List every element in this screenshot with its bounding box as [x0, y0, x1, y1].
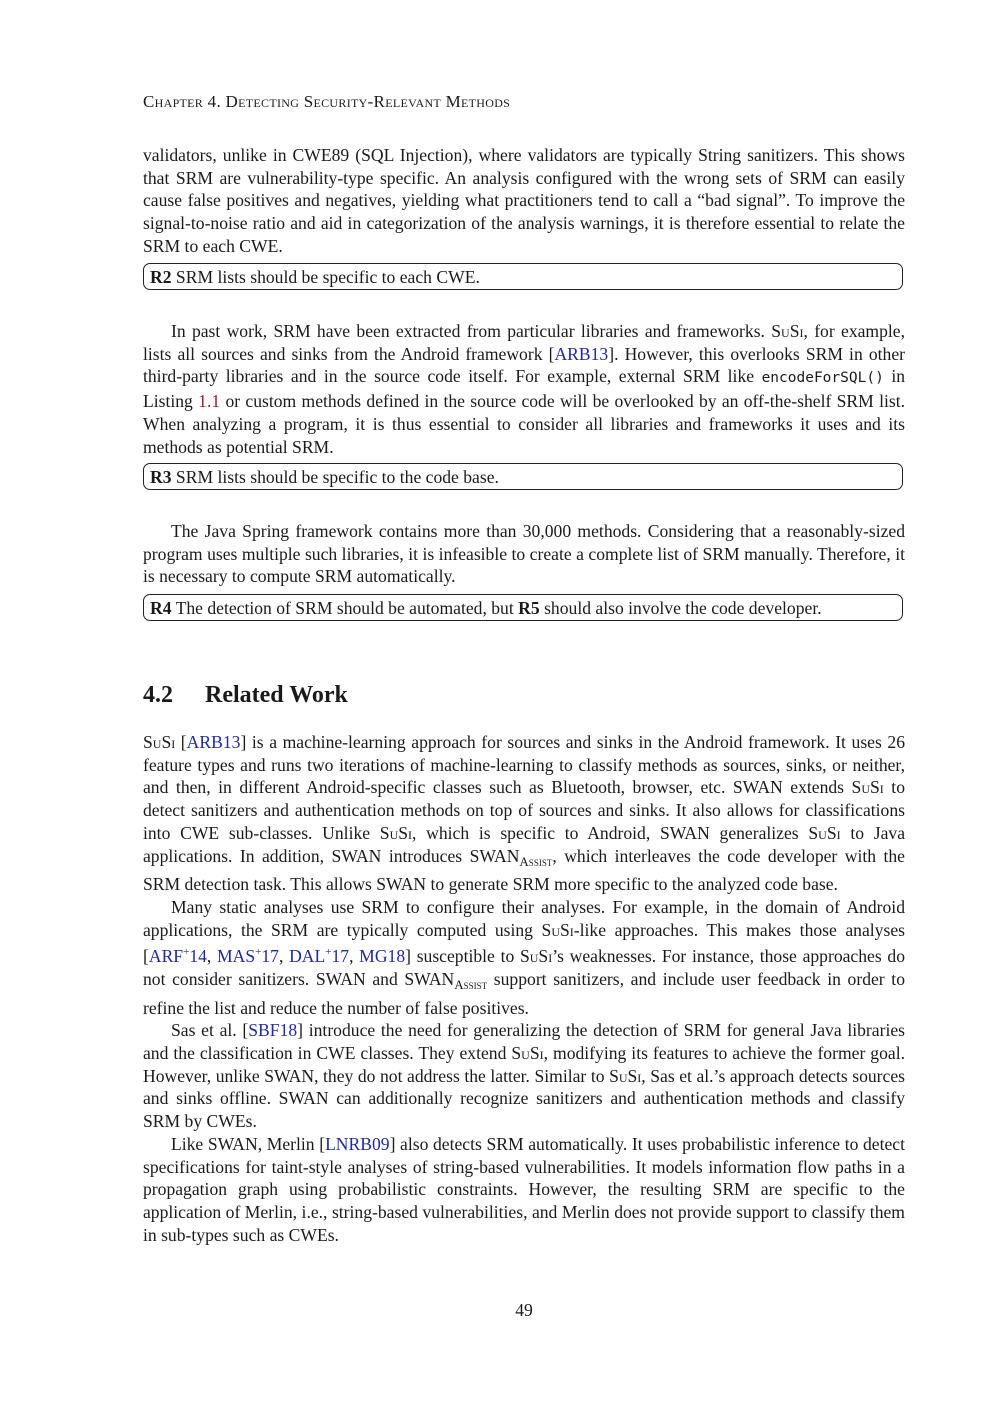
susi-name: SuSi [379, 822, 413, 843]
requirement-box-r3 [143, 463, 903, 490]
susi-name: SuSi [519, 946, 553, 967]
requirement-box-r2 [143, 263, 903, 290]
text-run: support sanitizers, and include user feedback in order to refine the list and reduce the number of false positives. [143, 968, 905, 1018]
citation-link[interactable]: SBF18 [248, 1020, 298, 1041]
requirement-label: R3 [150, 467, 172, 487]
requirement-text: should also involve the code developer. [544, 598, 822, 618]
requirement-box-r4-r5 [143, 594, 903, 621]
listing-reference-link[interactable]: 1.1 [198, 391, 221, 412]
citation-link[interactable]: MG18 [359, 946, 406, 967]
citation-link[interactable]: DAL+17 [289, 946, 350, 967]
paragraph-susi: SuSi [ARB13] is a machine-learning approach for sources and sinks in the Android framework. It uses 26 feature types and runs two iterations of machine-learning to classify methods as sources, sinks, or neither, and then, in different Android-specific classes such as Bluetooth, browser, etc. SWAN extends SuSi to detect sanitizers and authentication methods on top of sources and sinks. It also allows for classifications into CWE sub-classes. Unlike SuSi, which is specific to Android, SWAN generalizes SuSi to Java applications. In addition, SWAN introduces $SWAN_{Assist}$, which interleaves the code developer with the SRM detection task. This allows SWAN to generate SRM more specific to the analyzed code base. [143, 732, 906, 895]
section-title: Related Work [205, 682, 348, 708]
requirement-label: R5 [518, 598, 540, 618]
citation-link[interactable]: ARB13 [186, 732, 241, 752]
paragraph-text: The Java Spring framework contains more than 30,000 methods. Considering that a reasonably-sized program uses multiple such libraries, it is infeasible to create a complete list of SRM manually. Therefore, it is necessary to compute SRM automatically. [143, 521, 905, 587]
text-run: , which interleaves the code developer with the SRM detection task. This allows SWAN to generate SRM more specific to the analyzed code base. [143, 845, 905, 895]
citation-link[interactable]: ARB13 [554, 343, 609, 364]
citation-link[interactable]: LNRB09 [325, 1133, 390, 1154]
text-run: ] introduce the need for generalizing the detection of SRM for general Java libraries and the classification in CWE classes. They extend [143, 1020, 905, 1063]
text-run: or custom methods defined in the source code will be overlooked by an off-the-shelf SRM list. When analyzing a program, it is thus essential to consider all libraries and frameworks it uses and its methods as potential SRM. [143, 391, 905, 457]
text-run: , for example, lists all sources and sinks from the Android framework [ [143, 321, 906, 364]
section-number: 4.2 [143, 682, 173, 708]
text-run: is a machine-learning approach for sources and sinks in the Android framework. It uses 26 feature types and runs two iterations of machine-learning to classify methods as sources, sinks, or neither, and then, in different Android-specific classes such as Bluetooth, browser, etc. SWAN extends [143, 732, 905, 798]
text-run: ] susceptible to [405, 946, 520, 967]
inline-code: encodeForSQL() [761, 370, 884, 387]
requirement-text: The detection of SRM should be automated, but [175, 598, 514, 618]
citation-link[interactable]: MAS+17 [217, 946, 279, 967]
section-heading [143, 682, 348, 709]
susi-name: SuSi [808, 822, 841, 843]
text-run: to detect sanitizers and authentication methods on top of sources and sinks. It also allows for classifications into CWE sub-classes. Unlike [143, 777, 905, 843]
susi-name: SuSi [541, 919, 574, 940]
text-run: Like SWAN, Merlin [ [171, 1133, 326, 1154]
paragraph-static-analyses: Many static analyses use SRM to configure their analyses. For example, in the domain of Android applications, the SRM are typically computed using SuSi-like approaches. This makes those analyses [ARF+14, MAS+17, DAL+17, MG18] susceptible to SuSi’s weaknesses. For instance, those approaches do not consider sanitizers. SWAN and $SWAN_{Assist}$ support sanitizers, and include user feedback in order to refine the list and reduce the number of false positives. [143, 896, 905, 1018]
text-run: ]. However, this overlooks SRM in other third-party libraries and in the source code itself. For example, external SRM like [143, 343, 905, 387]
paragraph-merlin [143, 1133, 905, 1247]
susi-name: SuSi [511, 1043, 544, 1063]
text-run: Many static analyses use SRM to configure their analyses. For example, in the domain of Android applications, the SRM are typically computed using [143, 896, 905, 940]
text-run: , modifying its features to achieve the former goal. However, unlike SWAN, they do not address the latter. Similar to [143, 1043, 905, 1086]
related-work-body [143, 731, 905, 1246]
page-number: 49 [515, 1300, 533, 1320]
susi-name: SuSi [143, 732, 176, 752]
requirement-text: SRM lists should be specific to the code base. [175, 467, 499, 487]
requirement-label: R2 [150, 267, 172, 287]
paragraph-text: validators, unlike in CWE89 (SQL Injection), where validators are typically String sanitizers. This shows that SRM are vulnerability-type specific. An analysis configured with the wrong sets of SRM can easily cause false positives and negatives, yielding what practitioners tend to call a “bad signal”. To improve the signal-to-noise ratio and aid in categorization of the analysis warnings, it is therefore essential to relate the SRM to each CWE. [143, 145, 905, 256]
text-run: in Listing [143, 366, 906, 412]
susi-name: SuSi [771, 321, 804, 341]
susi-name: SuSi [851, 777, 884, 798]
citation-link[interactable]: ARF+14 [148, 946, 207, 967]
running-header: Chapter 4. Detecting Security-Relevant Methods [143, 92, 511, 111]
text-run: ] also detects SRM automatically. It uses probabilistic inference to detect specifications for taint-style analyses of string-based vulnerabilities. It models information flow paths in a propagation graph using probabilistic constraints. However, the resulting SRM are specific to the application of Merlin, i.e., string-based vulnerabilities, and Merlin does not provide support to classify them in sub-types such as CWEs. [143, 1133, 905, 1245]
subscript-assist: Assist [454, 976, 488, 992]
text-run: , Sas et al.’s approach detects sources and sinks offline. SWAN can additionally recognize sanitizers and authentication methods and classify SRM by CWEs. [143, 1065, 906, 1132]
text-run: In past work, SRM have been extracted from particular libraries and frameworks. [171, 321, 772, 341]
paragraph-cwe-specific [143, 144, 905, 258]
requirement-label: R4 [150, 598, 172, 618]
text-run: Sas et al. [ [171, 1020, 249, 1041]
text-run: -like approaches. This makes those analyses [ [143, 919, 905, 967]
subscript-assist: Assist [519, 853, 553, 869]
requirement-text: SRM lists should be specific to each CWE. [175, 267, 480, 287]
paragraph-spring [143, 520, 905, 588]
paragraph-sas [143, 1019, 905, 1133]
susi-name: SuSi [609, 1065, 642, 1086]
paragraph-past-work [143, 320, 905, 458]
text-run: to Java applications. In addition, SWAN introduces SWAN [143, 822, 906, 866]
text-run: , which is specific to Android, SWAN generalizes [412, 822, 809, 843]
text-run: ’s weaknesses. For instance, those approaches do not consider sanitizers. SWAN and SWAN [143, 946, 905, 989]
